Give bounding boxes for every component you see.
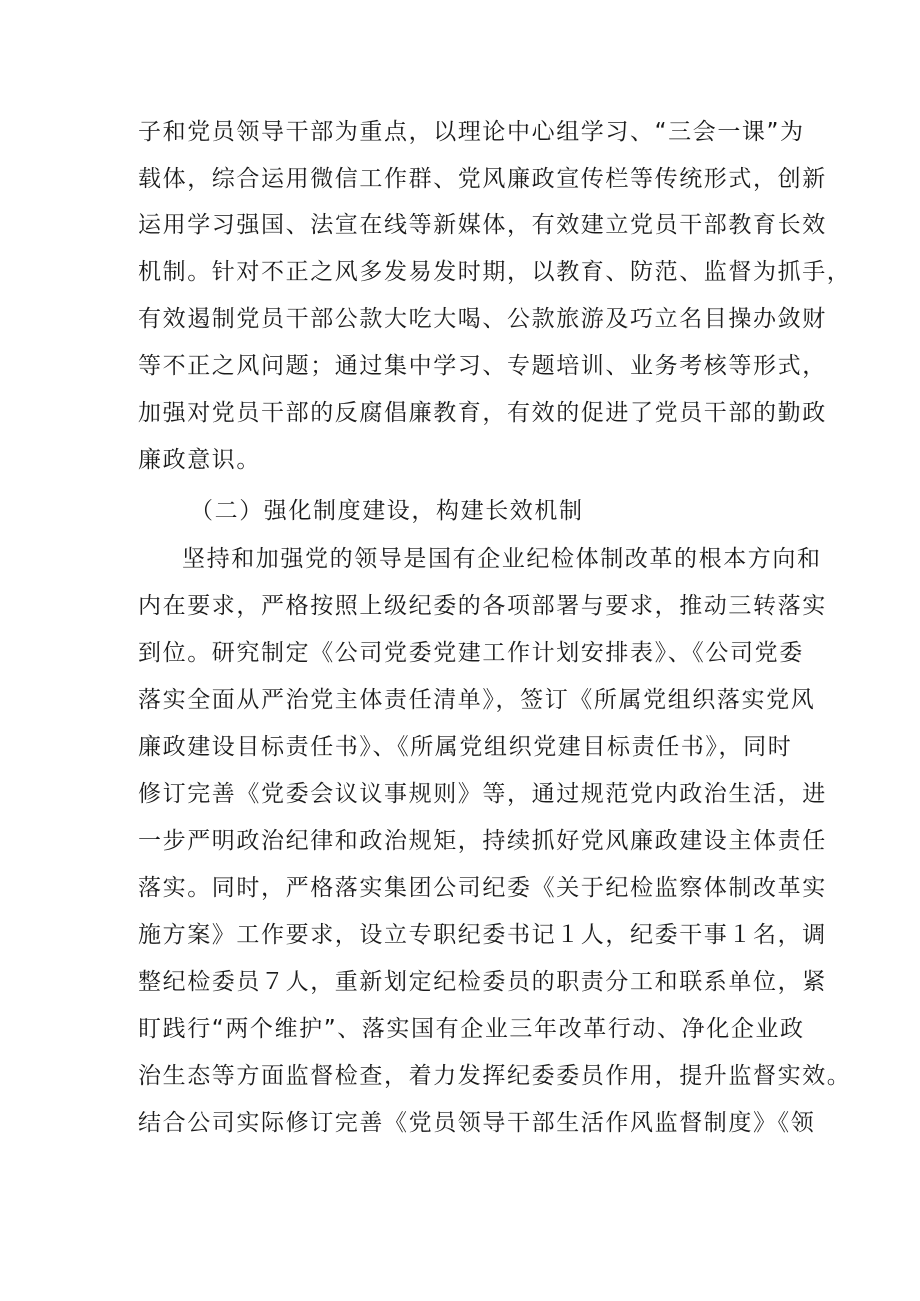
paragraph-2-line: 整纪检委员７人，重新划定纪检委员的职责分工和联系单位，紧 [138, 969, 827, 995]
paragraph-2-line: 盯践行“两个维护”、落实国有企业三年改革行动、净化企业政 [138, 1016, 805, 1042]
paragraph-2-line: 落实。同时，严格落实集团公司纪委《关于纪检监察体制改革实 [138, 875, 827, 901]
paragraph-2-line: 修订完善《党委会议议事规则》等，通过规范党内政治生活，进 [138, 781, 827, 807]
paragraph-1-line: 加强对党员干部的反腐倡廉教育，有效的促进了党员干部的勤政 [138, 400, 827, 426]
paragraph-1-line: 子和党员领导干部为重点，以理论中心组学习、“三会一课”为 [138, 119, 805, 145]
paragraph-2-line: 施方案》工作要求，设立专职纪委书记１人，纪委干事１名，调 [138, 922, 827, 948]
paragraph-1-line: 等不正之风问题；通过集中学习、专题培训、业务考核等形式， [138, 353, 827, 379]
paragraph-1-line: 廉政意识。 [138, 447, 261, 473]
paragraph-2-line: 内在要求，严格按照上级纪委的各项部署与要求，推动三转落实 [138, 593, 827, 619]
paragraph-1-line: 运用学习强国、法宣在线等新媒体，有效建立党员干部教育长效 [138, 212, 827, 238]
section-heading: （二）强化制度建设，构建长效机制 [190, 498, 584, 524]
paragraph-2-line: 治生态等方面监督检查，着力发挥纪委委员作用，提升监督实效。 [138, 1063, 852, 1089]
paragraph-1-line: 有效遏制党员干部公款大吃大喝、公款旅游及巧立名目操办敛财 [138, 306, 827, 332]
paragraph-2-line: 廉政建设目标责任书》、《所属党组织党建目标责任书》，同时 [138, 734, 793, 760]
paragraph-1-line: 机制。针对不正之风多发易发时期，以教育、防范、监督为抓手， [138, 259, 852, 285]
paragraph-2-line: 坚持和加强党的领导是国有企业纪检体制改革的根本方向和 [182, 546, 822, 572]
paragraph-2-line: 一步严明政治纪律和政治规矩，持续抓好党风廉政建设主体责任 [138, 828, 827, 854]
paragraph-2-line: 到位。研究制定《公司党委党建工作计划安排表》、《公司党委 [138, 640, 804, 666]
paragraph-2-line: 结合公司实际修订完善《党员领导干部生活作风监督制度》《领 [138, 1110, 816, 1136]
paragraph-2-line: 落实全面从严治党主体责任清单》，签订《所属党组织落实党风 [138, 687, 816, 713]
paragraph-1-line: 载体，综合运用微信工作群、党风廉政宣传栏等传统形式，创新 [138, 166, 827, 192]
